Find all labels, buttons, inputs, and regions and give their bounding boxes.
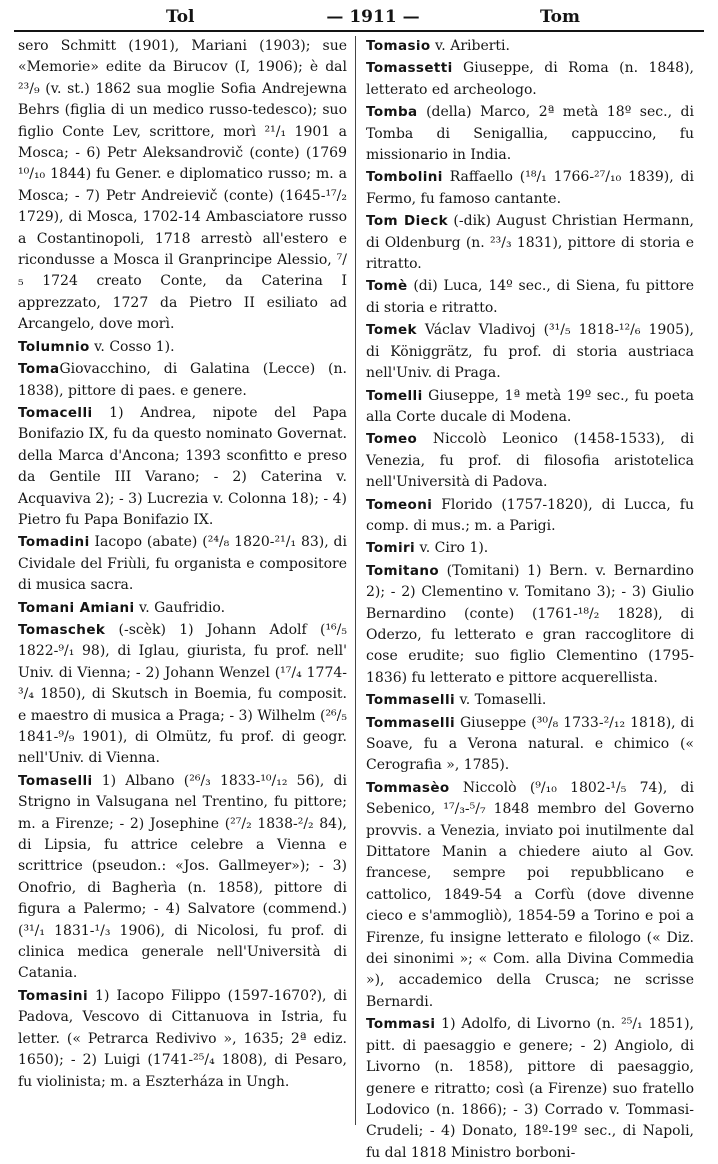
dictionary-entry [18,36,347,336]
entry-text: Giuseppe (³⁰/₈ 1733-²/₁₂ 1818), di Soave, fu a Verona natural. e chimico (« Cerografia », 1785). [366,714,694,774]
entry-text: Giuseppe, 1ª metà 19º sec., fu poeta alla Corte ducale di Modena. [366,387,694,425]
entry-headword: Tomasio [366,38,431,54]
entry-text: Raffaello (¹⁸/₁ 1766-²⁷/₁₀ 1839), di Fermo, fu famoso cantante. [366,169,694,207]
entry-text: v. Ciro 1). [415,540,489,557]
entry-text: Florido (1757-1820), di Lucca, fu comp. di mus.; m. a Parigi. [366,496,694,534]
entry-headword: Tomek [366,322,417,339]
entry-text: Iacopo (abate) (²⁴/₈ 1820-²¹/₁ 83), di Cividale del Friùli, fu organista e compositore di musica sacra. [18,534,347,594]
entry-text: v. Tomaselli. [455,692,547,709]
dictionary-entry [18,532,347,596]
entry-headword: Tommaselli [366,692,456,709]
entry-text: v. Cosso 1). [89,338,175,355]
entry-headword: Tomeo [366,431,418,448]
page-number: — 1911 — [326,7,420,27]
entry-headword: Tomeoni [366,496,433,513]
entry-text: (di) Luca, 14º sec., di Siena, fu pittore di storia e ritratto. [366,278,694,316]
entry-headword: Tommaselli [366,714,456,731]
dictionary-entry [366,778,694,1013]
dictionary-entry [366,429,694,493]
dictionary-entry [366,36,694,57]
dictionary-entry [18,771,347,985]
dictionary-entry [18,986,347,1093]
dictionary-entry [18,403,347,531]
entry-text: 1) Iacopo Filippo (1597-1670?), di Padova, Vescovo di Cittanuova in Istria, fu letter. (« Petrarca Redivivo », 1635; 2ª ediz. 1650); - 2) Luigi (1741-²⁵/₄ 1808), di Pesaro, fu violinista; m. a Eszterháza in Ungh. [18,987,347,1090]
dictionary-entry [366,58,694,101]
entry-text: v. Ariberti. [430,38,510,54]
running-head-right: Tom [539,7,580,27]
dictionary-entry [18,620,347,770]
dictionary-entry [366,1014,694,1164]
dictionary-entry [366,102,694,166]
dictionary-entry [366,320,694,384]
entry-text: (Tomitani) 1) Bern. v. Bernardino 2); - 2) Clementino v. Tomitano 3); - 3) Giulio Bernardino (conte) (1761-¹⁸/₂ 1828), di Oderzo, fu letterato e gran raccoglitore di cose erudite; suo figlio Clementino (1795-1836) fu letterato e pittore acquerellista. [366,562,694,686]
dictionary-entry [366,690,694,711]
dictionary-entry [366,167,694,210]
entry-text: 1) Andrea, nipote del Papa Bonifazio IX, fu da questo nominato Governat. della Marca d'Ancona; 1393 sconfitto e preso da Gentile III Varano; - 2) Caterina v. Acquaviva 2); - 3) Lucrezia v. Colonna 18); - 4) Pietro fu Papa Bonifazio IX. [18,404,347,528]
entry-text: v. Gaufridio. [134,599,226,616]
entry-text: 1) Adolfo, di Livorno (n. ²⁵/₁ 1851), pitt. di paesaggio e genere; - 2) Angiolo, di Livorno (n. 1858), pittore di paesaggio, genere e ritratto; così (a Firenze) suo fratello Lodovico (n. 1866); - 3) Corrado v. Tommasi-Crudeli; - 4) Donato, 18º-19º sec., di Napoli, fu dal 1818 Ministro borboni- [366,1016,694,1161]
dictionary-entry [366,561,694,689]
entry-headword: Tomassetti [366,60,453,77]
entry-headword: Tombolini [366,169,443,186]
entry-text: Václav Vladivoj (³¹/₅ 1818-¹²/₆ 1905), di Königgrätz, fu prof. di storia austriaca nell'Univ. di Praga. [366,322,694,382]
dictionary-entry [18,359,347,402]
dictionary-entry [366,211,694,275]
right-column [356,36,698,1161]
entry-headword: Tom Dieck [366,213,448,230]
entry-headword: Tomasini [18,987,88,1004]
entry-text: 1) Albano (²⁶/₃ 1833-¹⁰/₁₂ 56), di Strigno in Valsugana nel Trentino, fu pittore; m. a Firenze; - 2) Josephine (²⁷/₂ 1838-²/₂ 84), di Lipsia, fu attrice celebre a Vienna e scrittrice (pseudon.: «Jos. Gallmeyer»); - 3) Onofrio, di Bagherìa (n. 1858), pittore di figura a Palermo; - 4) Salvatore (commend.) (³¹/₁ 1831-¹/₃ 1906), di Nicolosi, fu prof. di clinica medica generale nell'Università di Catania. [18,772,347,982]
dictionary-entry [366,386,694,429]
dictionary-entry [366,495,694,538]
entry-headword: Tomaselli [18,772,93,789]
running-head-left: Tol [166,7,195,27]
entry-text: Giuseppe, di Roma (n. 1848), letterato ed archeologo. [366,60,694,98]
entry-headword: Tomba [366,104,418,121]
entry-text: Niccolò (⁹/₁₀ 1802-¹/₅ 74), di Sebenico, ¹⁷/₃-⁵/₇ 1848 membro del Governo provvis. a Venezia, inviato poi inutilmente dal Dittatore Manin a chiedere aiuto al Gov. francese, sempre poi repubblicano e cattolico, 1849-54 a Corfù (dove divenne cieco e s'ammogliò), 1854-59 a Torino e poi a Firenze, fu insigne letterato e filologo (« Diz. dei sinonimi »; « Com. alla Divina Commedia »), accademico della Crusca; ne scrisse Bernardi. [366,779,694,1010]
entry-headword: Tomacelli [18,404,93,421]
entry-headword: Tomaschek [18,621,106,638]
dictionary-entry [366,276,694,319]
text-columns [14,36,710,1161]
left-column [14,36,356,1125]
entry-text: Giovacchino, di Galatina (Lecce) (n. 1838), pittore di paes. e genere. [18,361,347,399]
entry-headword: Tomelli [366,387,423,404]
entry-text: sero Schmitt (1901), Mariani (1903); sue «Memorie» edite da Birucov (I, 1906); è dal ²³/₉ (v. st.) 1862 sua moglie Sofia Andrejewna Behrs (figlia di un medico russo-tedesco); suo figlio Conte Lev, scrittore, morì ²¹/₁ 1901 a Mosca; - 6) Petr Aleksandrovič (conte) (1769 ¹⁰/₁₀ 1844) fu Gener. e diplomatico russo; m. a Mosca; - 7) Petr Andreievič (conte) (1645-¹⁷/₂ 1729), di Mosca, 1702-14 Ambasciatore russo a Costantinopoli, 1718 arrestò all'estero e ricondusse a Mosca il Granprincipe Alessio, ⁷/₅ 1724 creato Conte, da Caterina I apprezzato, 1727 da Pietro II esiliato ad Arcangelo, dove morì. [18,38,347,333]
dictionary-entry [366,538,694,559]
entry-headword: Tommasi [366,1016,436,1033]
dictionary-entry [18,337,347,358]
entry-headword: Tolumnio [18,338,90,355]
entry-headword: Tommasèo [366,779,450,796]
dictionary-entry [18,598,347,619]
header-rule [14,30,704,32]
entry-headword: Tomitano [366,562,440,579]
dictionary-entry [366,713,694,777]
entry-headword: Tomadini [18,534,90,551]
entry-text: (della) Marco, 2ª metà 18º sec., di Tomba di Senigallia, cappuccino, fu missionario in India. [366,104,694,164]
entry-text: (-scèk) 1) Johann Adolf (¹⁶/₅ 1822-⁹/₁ 98), di Iglau, giurista, fu prof. nell' Univ. di Vienna; - 2) Johann Wenzel (¹⁷/₄ 1774-³/₄ 1850), di Skutsch in Boemia, fu composit. e maestro di musica a Praga; - 3) Wilhelm (²⁶/₅ 1841-⁹/₉ 1901), di Olmütz, fu prof. di geogr. nell'Univ. di Vienna. [18,621,347,767]
entry-text: Niccolò Leonico (1458-1533), di Venezia, fu prof. di filosofia aristotelica nell'Università di Padova. [366,431,694,491]
entry-headword: Toma [18,361,60,378]
entry-text: (-dik) August Christian Hermann, di Oldenburg (n. ²³/₃ 1831), pittore di storia e ritratto. [366,213,694,273]
entry-headword: Tomiri [366,540,416,557]
entry-headword: Tomè [366,278,408,295]
entry-headword: Tomani Amiani [18,599,135,616]
page-header [14,5,704,29]
